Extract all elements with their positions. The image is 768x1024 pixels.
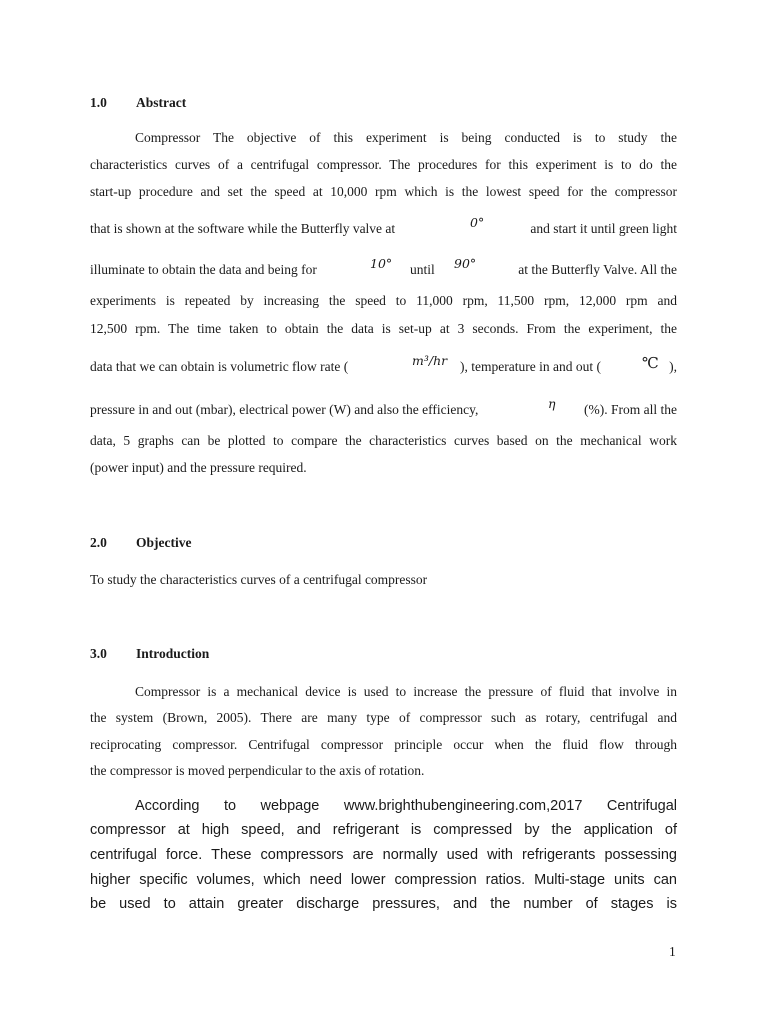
- temp-unit-math: ℃: [642, 354, 659, 372]
- objective-text: To study the characteristics curves of a centrifugal compressor: [90, 572, 428, 587]
- intro-line-1: Compressor is a mechanical device is used to increase the pressure of fluid that involve in: [135, 684, 677, 699]
- abstract-line-4-text: that is shown at the software while the Butterfly valve at: [90, 221, 396, 236]
- abstract-number: 1.0: [90, 95, 107, 110]
- objective-heading: [90, 535, 191, 551]
- abstract-line-8-mid: ), temperature in and out (: [460, 359, 601, 374]
- intro-line-2: the system (Brown, 2005). There are many type of compressor such as rotary, centrifugal and: [90, 710, 677, 725]
- objective-title: Objective: [136, 535, 192, 550]
- abstract-heading: [90, 95, 186, 111]
- intro-sans-line-3: centrifugal force. These compressors are normally used with refrigerants possessing: [90, 847, 677, 863]
- introduction-title: Introduction: [136, 646, 210, 661]
- efficiency-math: η: [548, 396, 556, 411]
- intro-sans-line-2: compressor at high speed, and refrigerant is compressed by the application of: [90, 822, 677, 838]
- abstract-line-8: [90, 353, 677, 375]
- abstract-line-3: start-up procedure and set the speed at 10,000 rpm which is the lowest speed for the compressor: [90, 184, 677, 199]
- abstract-line-5: [90, 256, 677, 278]
- abstract-line-4: [90, 215, 677, 237]
- objective-number: 2.0: [90, 535, 107, 550]
- page-number: 1: [669, 944, 676, 959]
- abstract-line-11: (power input) and the pressure required.: [90, 460, 307, 475]
- intro-sans-line-5: be used to attain greater discharge pressures, and the number of stages is: [90, 896, 677, 912]
- angle-start-math: 0°: [470, 215, 485, 230]
- angle-to-math: 90°: [454, 256, 477, 271]
- introduction-heading: [90, 646, 209, 662]
- abstract-line-4-tail: and start it until green light: [530, 221, 677, 236]
- abstract-line-9: [90, 396, 677, 418]
- intro-line-3: reciprocating compressor. Centrifugal compressor principle occur when the fluid flow through: [90, 737, 677, 752]
- flow-unit-math: m³/hr: [412, 353, 448, 368]
- abstract-line-1: Compressor The objective of this experiment is being conducted is to study the: [135, 130, 677, 145]
- abstract-line-9-text: pressure in and out (mbar), electrical power (W) and also the efficiency,: [90, 402, 479, 417]
- abstract-title: Abstract: [136, 95, 187, 110]
- intro-line-4: the compressor is moved perpendicular to the axis of rotation.: [90, 763, 425, 778]
- intro-sans-line-4: higher specific volumes, which need lower compression ratios. Multi-stage units can: [90, 872, 677, 888]
- abstract-line-9-tail: (%). From all the: [584, 402, 677, 417]
- abstract-line-7: 12,500 rpm. The time taken to obtain the data is set-up at 3 seconds. From the experiment, the: [90, 321, 677, 336]
- abstract-line-8-text: data that we can obtain is volumetric flow rate (: [90, 359, 349, 374]
- abstract-line-8-tail: ),: [669, 359, 677, 374]
- abstract-line-2: characteristics curves of a centrifugal compressor. The procedures for this experiment is to do the: [90, 157, 677, 172]
- abstract-line-5-until: until: [410, 262, 435, 277]
- intro-sans-line-1: According to webpage www.brighthubengineering.com,2017 Centrifugal: [135, 798, 677, 814]
- angle-from-math: 10°: [370, 256, 393, 271]
- abstract-line-5-tail: at the Butterfly Valve. All the: [518, 262, 677, 277]
- abstract-line-5-text: illuminate to obtain the data and being for: [90, 262, 317, 277]
- abstract-line-6: experiments is repeated by increasing the speed to 11,000 rpm, 11,500 rpm, 12,000 rpm and: [90, 293, 677, 308]
- introduction-number: 3.0: [90, 646, 107, 661]
- abstract-line-10: data, 5 graphs can be plotted to compare the characteristics curves based on the mechanical work: [90, 433, 677, 448]
